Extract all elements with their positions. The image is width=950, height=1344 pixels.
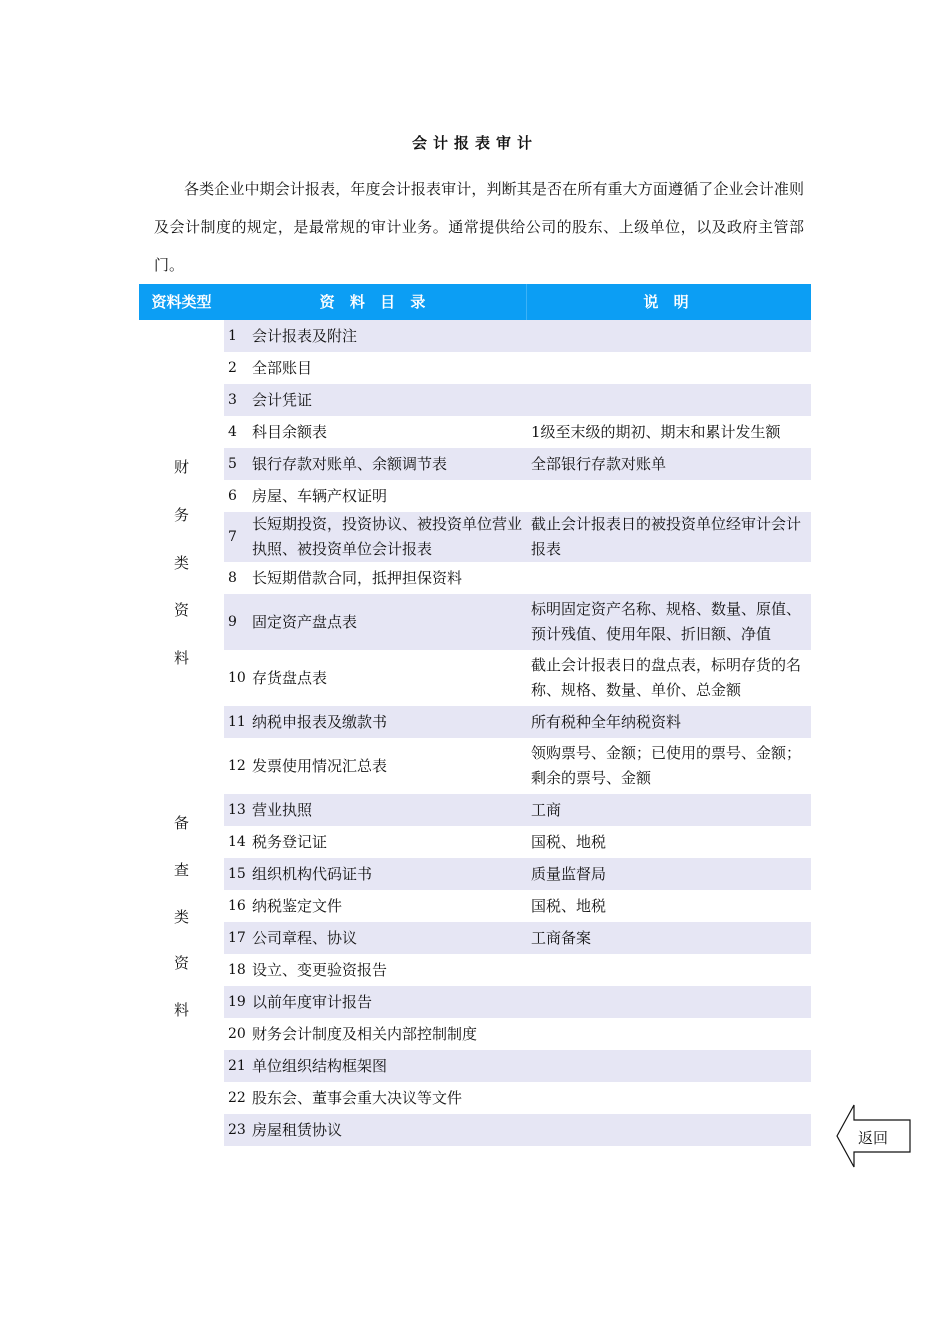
table-row (224, 1114, 811, 1146)
row-note (531, 562, 809, 594)
row-note (531, 1114, 809, 1146)
row-number: 11 (228, 714, 246, 730)
row-item: 财务会计制度及相关内部控制制度 (252, 1024, 478, 1043)
row-number: 17 (228, 930, 246, 946)
category-char: 务 (173, 505, 189, 524)
table-row (224, 738, 811, 794)
table-row (224, 512, 811, 562)
category-char: 资 (173, 954, 189, 973)
table-row (224, 826, 811, 858)
row-item: 全部账目 (252, 358, 313, 377)
table-row (224, 858, 811, 890)
header-catalog: 资 料 目 录 (319, 293, 431, 311)
row-item: 纳税申报表及缴款书 (252, 712, 388, 731)
table-row (224, 416, 811, 448)
category-char: 料 (173, 1001, 189, 1019)
header-notes: 说 明 (643, 293, 694, 311)
row-note (531, 1018, 809, 1050)
row-note: 工商 (531, 800, 562, 819)
row-note: 1级至末级的期初、期末和累计发生额 (531, 422, 781, 441)
row-number: 3 (228, 392, 237, 408)
header-type: 资料类型 (151, 293, 212, 311)
table-row (224, 922, 811, 954)
row-number: 22 (228, 1090, 246, 1106)
category-char: 查 (173, 860, 189, 879)
row-number: 14 (228, 834, 246, 850)
row-note: 全部银行存款对账单 (531, 454, 667, 473)
row-item: 科目余额表 (252, 422, 328, 441)
row-note (531, 384, 809, 416)
row-item: 银行存款对账单、余额调节表 (252, 454, 448, 473)
row-number: 2 (228, 360, 237, 376)
row-note (531, 352, 809, 384)
row-note (531, 480, 809, 512)
row-number: 5 (228, 456, 237, 472)
table-row (224, 706, 811, 738)
row-item: 发票使用情况汇总表 (252, 756, 388, 775)
table-row (224, 352, 811, 384)
intro-paragraph: 各类企业中期会计报表，年度会计报表审计，判断其是否在所有重大方面遵循了企业会计准则及会计制度的规定，是最常规的审计业务。通常提供给公司的股东、上级单位，以及政府主管部门。 (154, 180, 804, 274)
table-row (224, 650, 811, 706)
row-number: 15 (228, 866, 246, 882)
row-note: 标明固定资产名称、规格、数量、原值、预计残值、使用年限、折旧额、净值 (531, 600, 802, 643)
row-number: 10 (228, 670, 246, 686)
row-item: 公司章程、协议 (252, 928, 358, 947)
row-number: 7 (228, 529, 237, 545)
table-row (224, 594, 811, 650)
row-number: 8 (228, 570, 237, 586)
row-item: 组织机构代码证书 (252, 864, 373, 883)
row-item: 设立、变更验资报告 (252, 960, 388, 979)
row-number: 16 (228, 898, 246, 914)
category-char: 类 (173, 553, 189, 572)
table-row (224, 562, 811, 594)
row-item: 固定资产盘点表 (252, 612, 358, 631)
back-button[interactable] (836, 1104, 912, 1168)
table-header (139, 284, 811, 320)
category-label (139, 456, 224, 668)
row-number: 4 (228, 424, 237, 440)
table-row (224, 1050, 811, 1082)
row-number: 9 (228, 614, 237, 630)
row-note (531, 1082, 809, 1114)
table-row (224, 954, 811, 986)
category-char: 料 (173, 649, 189, 667)
row-note (531, 320, 809, 352)
row-item: 单位组织结构框架图 (252, 1056, 388, 1075)
row-item: 存货盘点表 (252, 668, 328, 687)
header-divider (526, 284, 527, 320)
row-number: 20 (228, 1026, 246, 1042)
row-item: 以前年度审计报告 (252, 992, 373, 1011)
table-row (224, 794, 811, 826)
table-row (224, 986, 811, 1018)
table-row (224, 384, 811, 416)
row-note: 截止会计报表日的盘点表，标明存货的名称、规格、数量、单价、总金额 (531, 656, 802, 699)
row-number: 1 (228, 328, 237, 344)
table-row (224, 320, 811, 352)
table-row (224, 448, 811, 480)
row-note (531, 954, 809, 986)
category-label (139, 812, 224, 1020)
row-item: 长短期借款合同，抵押担保资料 (252, 568, 463, 587)
row-note: 工商备案 (531, 928, 592, 947)
row-item: 会计凭证 (252, 390, 313, 409)
row-number: 18 (228, 962, 246, 978)
row-note (531, 1050, 809, 1082)
row-note: 质量监督局 (531, 864, 607, 883)
category-char: 资 (173, 601, 189, 620)
row-note (531, 986, 809, 1018)
row-item: 会计报表及附注 (252, 326, 358, 345)
row-item: 纳税鉴定文件 (252, 896, 343, 915)
category-char: 类 (173, 907, 189, 926)
row-number: 6 (228, 488, 237, 504)
row-item: 股东会、董事会重大决议等文件 (252, 1088, 463, 1107)
table-row (224, 1082, 811, 1114)
table-row (224, 480, 811, 512)
row-note: 截止会计报表日的被投资单位经审计会计报表 (531, 515, 802, 558)
row-note: 领购票号、金额；已使用的票号、金额；剩余的票号、金额 (531, 744, 802, 787)
row-note: 国税、地税 (531, 896, 607, 915)
row-number: 23 (228, 1122, 246, 1138)
category-char: 财 (173, 458, 189, 476)
table-row (224, 1018, 811, 1050)
row-number: 12 (228, 758, 246, 774)
row-item: 税务登记证 (252, 832, 328, 851)
row-item: 营业执照 (252, 800, 313, 819)
row-note: 所有税种全年纳税资料 (531, 712, 682, 731)
row-item: 房屋租赁协议 (252, 1120, 343, 1139)
row-note: 国税、地税 (531, 832, 607, 851)
back-button-label: 返回 (858, 1129, 889, 1147)
row-item: 长短期投资，投资协议、被投资单位营业执照、被投资单位会计报表 (252, 515, 523, 558)
row-number: 13 (228, 802, 246, 818)
row-item: 房屋、车辆产权证明 (252, 486, 388, 505)
table-row (224, 890, 811, 922)
row-number: 21 (228, 1058, 246, 1074)
page-title: 会计报表审计 (411, 134, 538, 152)
category-char: 备 (173, 814, 189, 832)
row-number: 19 (228, 994, 246, 1010)
